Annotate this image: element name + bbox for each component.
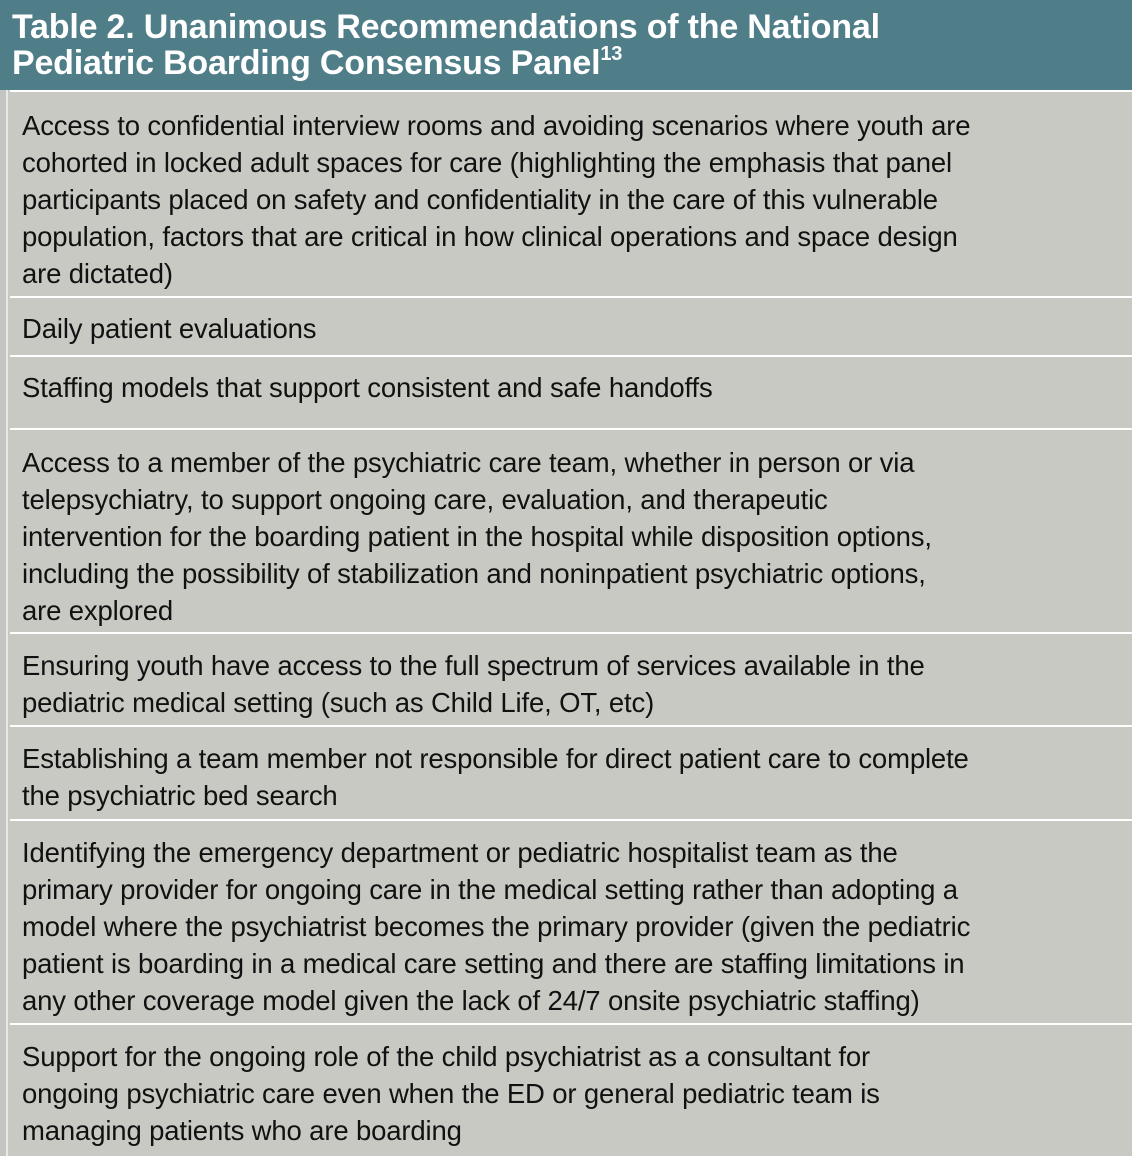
row-7-line-3: model where the psychiatrist becomes the primary provider (given the pediatric (22, 911, 971, 942)
row-4-line-3: intervention for the boarding patient in the hospital while disposition options, (22, 521, 932, 552)
table-row (10, 90, 1132, 296)
row-1-line-4: population, factors that are critical in how clinical operations and space design (22, 221, 958, 252)
row-4-line-4: including the possibility of stabilization and noninpatient psychiatric options, (22, 558, 926, 589)
row-1-line-3: participants placed on safety and confidentiality in the care of this vulnerable (22, 184, 938, 215)
table-title-line-2-text: Pediatric Boarding Consensus Panel (12, 44, 601, 82)
row-1-line-2: cohorted in locked adult spaces for care (highlighting the emphasis that panel (22, 147, 952, 178)
row-7-line-2: primary provider for ongoing care in the medical setting rather than adopting a (22, 874, 958, 905)
row-1-line-1: Access to confidential interview rooms and avoiding scenarios where youth are (22, 110, 971, 141)
row-8-line-3: managing patients who are boarding (22, 1115, 462, 1146)
row-8-line-1: Support for the ongoing role of the child psychiatrist as a consultant for (22, 1041, 871, 1072)
row-7-line-1: Identifying the emergency department or pediatric hospitalist team as the (22, 837, 898, 868)
row-4-line-5: are explored (22, 595, 174, 626)
table-title-line-2 (12, 45, 1132, 81)
row-6-line-2: the psychiatric bed search (22, 780, 338, 811)
row-3-line-1: Staffing models that support consistent and safe handoffs (22, 372, 713, 403)
table-row (10, 632, 1132, 725)
row-2-line-1: Daily patient evaluations (22, 313, 317, 344)
table-row (10, 725, 1132, 819)
table-title (0, 0, 1132, 90)
table-row (10, 819, 1132, 1023)
table-row (10, 355, 1132, 428)
reference-superscript: 13 (600, 43, 623, 65)
row-7-line-5: any other coverage model given the lack of 24/7 onsite psychiatric staffing) (22, 985, 920, 1016)
row-4-line-1: Access to a member of the psychiatric care team, whether in person or via (22, 447, 915, 478)
row-5-line-1: Ensuring youth have access to the full spectrum of services available in the (22, 650, 925, 681)
row-1-line-5: are dictated) (22, 258, 173, 289)
table-title-line-1: Table 2. Unanimous Recommendations of the National (12, 8, 880, 46)
row-6-line-1: Establishing a team member not responsible for direct patient care to complete (22, 743, 969, 774)
row-8-line-2: ongoing psychiatric care even when the ED or general pediatric team is (22, 1078, 880, 1109)
left-border-bar (0, 90, 8, 1156)
row-4-line-2: telepsychiatry, to support ongoing care, evaluation, and therapeutic (22, 484, 828, 515)
table-row (10, 428, 1132, 632)
table-row (10, 1023, 1132, 1156)
row-7-line-4: patient is boarding in a medical care setting and there are staffing limitations in (22, 948, 965, 979)
table-row (10, 296, 1132, 355)
row-5-line-2: pediatric medical setting (such as Child Life, OT, etc) (22, 687, 655, 718)
